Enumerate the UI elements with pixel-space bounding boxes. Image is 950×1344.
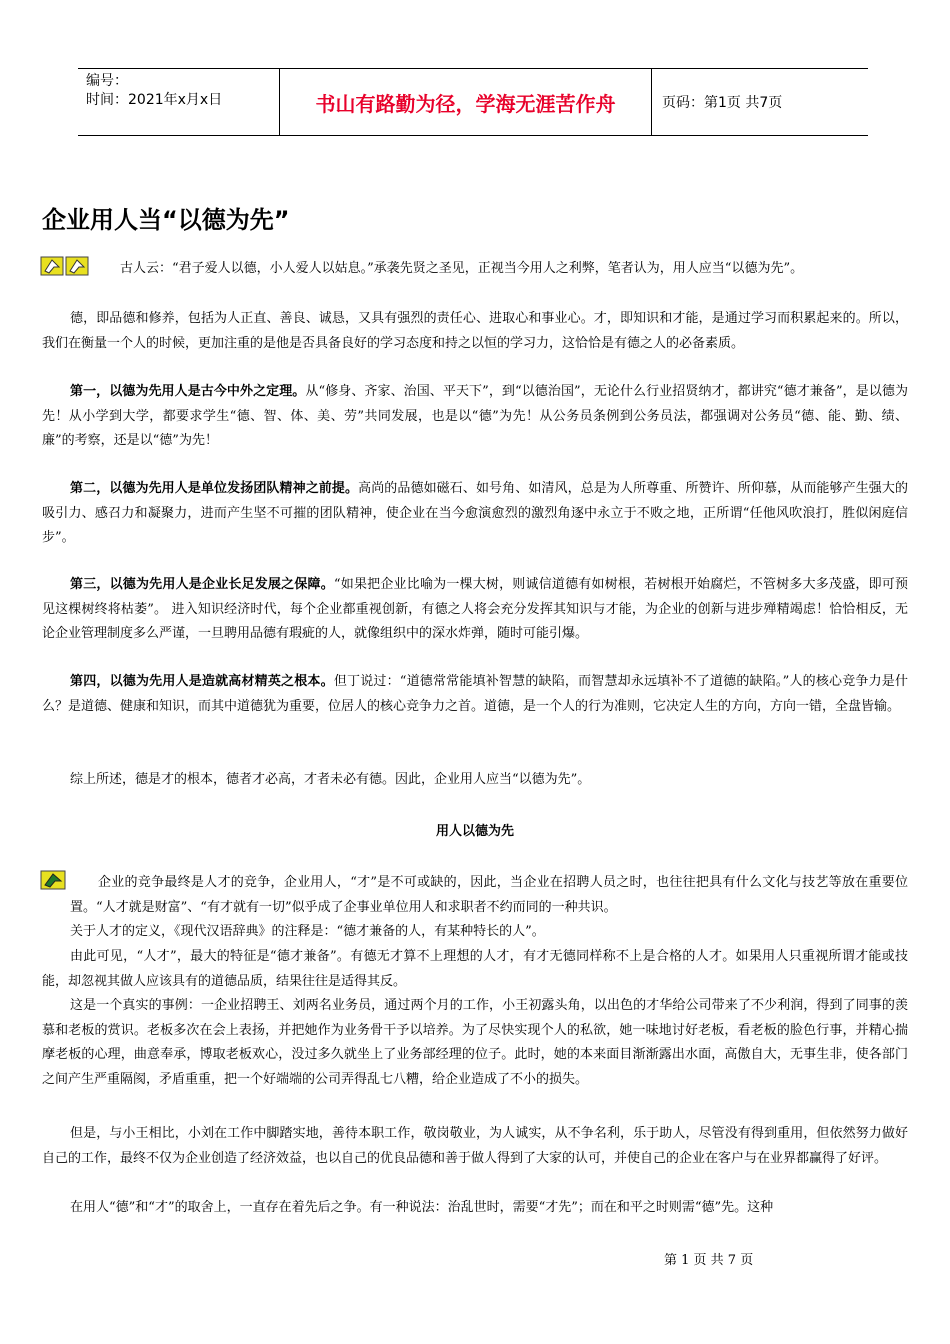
paragraph-de-cai-debate: 在用人“德”和“才”的取舍上，一直存在着先后之争。有一种说法：治乱世时，需要“才先”；而在和平之时则需“德”先。这种 (70, 1200, 774, 1215)
page-footer: 第 1 页 共 7 页 (664, 1253, 754, 1268)
point2-body: 高尚的品德如磁石、如号角、如清风，总是为人所尊重、所赞许、所仰慕，从而能够产生强大的吸引力、感召力和凝聚力，进而产生坚不可摧的团队精神，使企业在当今愈演愈烈的激烈角逐中永立于不败之地，正所谓“任他风吹浪打，胜似闲庭信步”。 (42, 481, 908, 545)
point4-body: 但丁说过：“道德常常能填补智慧的缺陷，而智慧却永远填补不了道德的缺陷。”人的核心竞争力是什么？是道德、健康和知识，而其中道德犹为重要，位居人的核心竞争力之首。道德，是一个人的行为准则，它决定人生的方向，方向一错，全盘皆输。 (42, 674, 908, 714)
paragraph-point3 (42, 573, 908, 647)
paragraph-talent-competition: 企业的竞争最终是人才的竞争，企业用人，“才”是不可或缺的，因此，当企业在招聘人员之时，也往往把具有什么文化与技艺等放在重要位置。“人才就是财富”、“有才就有一切”似乎成了企事业单位用人和求职者不约而同的一种共识。 (70, 875, 908, 915)
paragraph-point1 (42, 380, 908, 454)
header-info-cell (78, 69, 280, 135)
paragraph-de: 德，即品德和修养，包括为人正直、善良、诚恳，又具有强烈的责任心、进取心和事业心。才，即知识和才能，是通过学习而积累起来的。所以，我们在衡量一个人的时候，更加注重的是他是否具备良好的学习态度和持之以恒的学习力，这恰恰是有德之人的必备素质。 (42, 311, 908, 351)
point3-heading: 第三，以德为先用人是企业长足发展之保障。 (70, 577, 334, 592)
section-subtitle: 用人以德为先 (435, 824, 514, 839)
point4-heading: 第四，以德为先用人是造就高材精英之根本。 (70, 674, 334, 689)
point1-body: 从“修身、齐家、治国、平天下”，到“以德治国”，无论什么行业招贤纳才，都讲究“德才兼备”，是以德为先！从小学到大学，都要求学生“德、智、体、美、劳”共同发展，也是以“德”为先！从公务员条例到公务员法，都强调对公务员“德、能、勤、绩、廉”的考察，还是以“德”为先！ (42, 384, 908, 448)
intro-paragraph: 古人云：“君子爱人以德，小人爱人以姑息。”承袭先贤之圣见，正视当今用人之利弊，笔者认为，用人应当“以德为先”。 (120, 261, 804, 276)
article-title: 企业用人当“以德为先” (42, 206, 290, 234)
number-label: 编号： (86, 73, 128, 89)
header-motto: 书山有路勤为径，学海无涯苦作舟 (280, 69, 652, 135)
paragraph-talent-feature: 由此可见，“人才”，最大的特征是“德才兼备”。有德无才算不上理想的人才，有才无德同样称不上是合格的人才。如果用人只重视所谓才能或技能，却忽视其做人应该具有的道德品质，结果往往是适得其反。 (42, 949, 908, 989)
summary-paragraph: 综上所述，德是才的根本，德者才必高，才者未必有德。因此，企业用人应当“以德为先”。 (70, 772, 591, 787)
document-header (78, 68, 868, 136)
decorative-arrows-icon (40, 256, 90, 276)
paragraph-talent-definition: 关于人才的定义，《现代汉语辞典》的注释是：“德才兼备的人，有某种特长的人”。 (70, 924, 545, 939)
paragraph-point2 (42, 477, 908, 551)
paragraph-point4 (42, 670, 908, 719)
paragraph-case-story: 这是一个真实的事例：一企业招聘王、刘两名业务员，通过两个月的工作，小王初露头角，以出色的才华给公司带来了不少利润，得到了同事的羡慕和老板的赏识。老板多次在会上表扬，并把她作为业务骨干予以培养。为了尽快实现个人的私欲，她一味地讨好老板，看老板的脸色行事，并精心揣摩老板的心理，曲意奉承，博取老板欢心，没过多久就坐上了业务部经理的位子。此时，她的本来面目渐渐露出水面，高傲自大，无事生非，使各部门之间产生严重隔阂，矛盾重重，把一个好端端的公司弄得乱七八糟，给企业造成了不小的损失。 (42, 998, 908, 1087)
point3-body: “如果把企业比喻为一棵大树，则诚信道德有如树根，若树根开始腐烂，不管树多大多茂盛，即可预见这棵树终将枯萎”。 进入知识经济时代，每个企业都重视创新，有德之人将会充分发挥其知识与才能，为企业的创新与进步殚精竭虑！恰恰相反，无论企业管理制度多么严谨，一旦聘用品德有瑕疵的人，就像组织中的深水炸弹，随时可能引爆。 (42, 577, 908, 641)
point1-heading: 第一，以德为先用人是古今中外之定理。 (70, 384, 306, 399)
decorative-arrow-icon (40, 870, 66, 890)
time-label: 时间：2021年x月x日 (86, 92, 223, 108)
header-page-label: 页码：第1页 共7页 (662, 95, 783, 111)
paragraph-case-contrast: 但是，与小王相比，小刘在工作中脚踏实地，善待本职工作，敬岗敬业，为人诚实，从不争名利，乐于助人，尽管没有得到重用，但依然努力做好自己的工作，最终不仅为企业创造了经济效益，也以自己的优良品德和善于做人得到了大家的认可，并使自己的企业在客户与在业界都赢得了好评。 (42, 1126, 908, 1166)
point2-heading: 第二，以德为先用人是单位发扬团队精神之前提。 (70, 481, 359, 496)
